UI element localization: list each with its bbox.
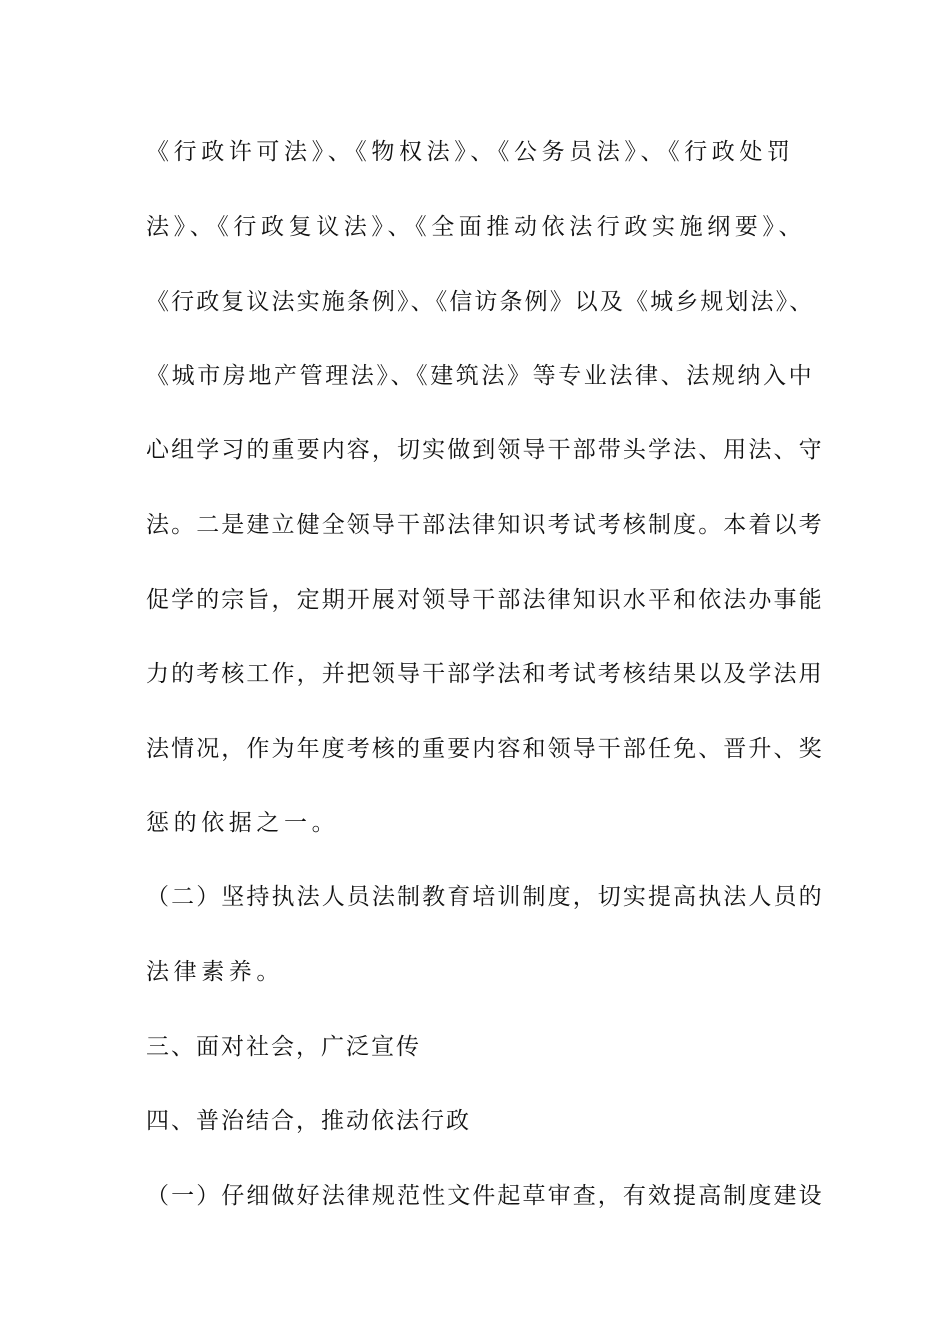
body-text-line: 《行政许可法》、《物权法》、《公务员法》、《行政处罚 — [146, 139, 795, 165]
section-heading: 三、面对社会，广泛宣传 — [146, 1034, 421, 1060]
body-text-line: 法》、《行政复议法》、《全面推动依法行政实施纲要》、 — [146, 214, 807, 240]
body-text-line: 法律素养。 — [146, 959, 284, 985]
subheading-line: （一）仔细做好法律规范性文件起草审查，有效提高制度建设 — [146, 1183, 824, 1209]
body-text-line: 《城市房地产管理法》、《建筑法》等专业法律、法规纳入中 — [146, 363, 815, 389]
body-text-line: 力的考核工作，并把领导干部学法和考试考核结果以及学法用 — [146, 661, 824, 687]
body-text-line: 法。二是建立健全领导干部法律知识考试考核制度。本着以考 — [146, 512, 824, 538]
body-text-line: 法情况，作为年度考核的重要内容和领导干部任免、晋升、奖 — [146, 736, 824, 762]
body-text-line: 心组学习的重要内容，切实做到领导干部带头学法、用法、守 — [146, 437, 824, 463]
body-text-line: 《行政复议法实施条例》、《信访条例》以及《城乡规划法》、 — [146, 289, 815, 315]
body-text-line: 促学的宗旨，定期开展对领导干部法律知识水平和依法办事能 — [146, 587, 824, 613]
body-text-line: 惩的依据之一。 — [146, 810, 340, 836]
subheading-line: （二）坚持执法人员法制教育培训制度，切实提高执法人员的 — [146, 884, 824, 910]
section-heading: 四、普治结合，推动依法行政 — [146, 1108, 471, 1134]
